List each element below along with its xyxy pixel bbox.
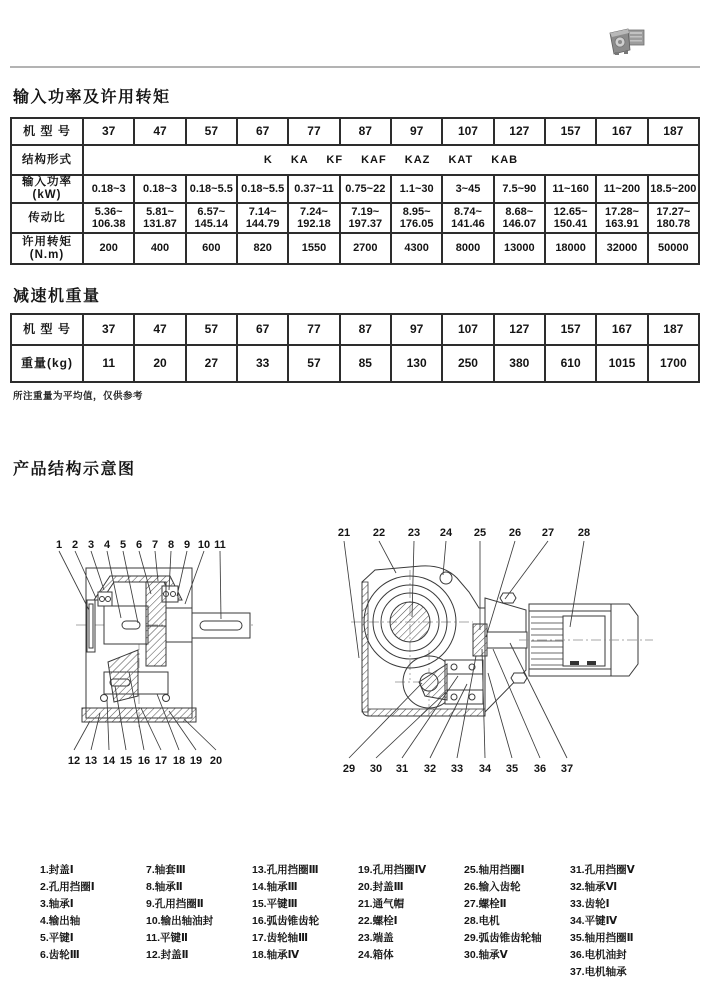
table-cell: 0.18~5.5 bbox=[186, 175, 237, 203]
table-cell: 7.24~ 192.18 bbox=[288, 203, 339, 233]
callout-number: 4 bbox=[103, 539, 111, 551]
table-cell: 18000 bbox=[545, 233, 596, 264]
table-cell: 8000 bbox=[442, 233, 493, 264]
table-cell: 17.27~ 180.78 bbox=[648, 203, 699, 233]
callout-number: 2 bbox=[71, 539, 79, 551]
table-cell: 130 bbox=[391, 345, 442, 382]
table-cell: 610 bbox=[545, 345, 596, 382]
gearbox-motor-side-view-diagram bbox=[333, 520, 665, 780]
part-item: 30.轴承Ⅴ bbox=[464, 949, 508, 961]
table-cell: 600 bbox=[186, 233, 237, 264]
table-cell: 7.5~90 bbox=[494, 175, 545, 203]
part-item: 18.轴承Ⅳ bbox=[252, 949, 300, 961]
row-label: 输入功率 (kW) bbox=[11, 175, 83, 203]
table-cell: 250 bbox=[442, 345, 493, 382]
part-item: 20.封盖Ⅲ bbox=[358, 881, 404, 893]
callout-number: 13 bbox=[84, 755, 98, 767]
table-cell: 20 bbox=[134, 345, 185, 382]
part-item: 27.螺栓Ⅱ bbox=[464, 898, 507, 910]
callout-number: 12 bbox=[67, 755, 81, 767]
table-cell: 5.36~ 106.38 bbox=[83, 203, 134, 233]
callout-number: 11 bbox=[214, 539, 226, 551]
callout-number: 26 bbox=[508, 527, 522, 539]
table-cell: 200 bbox=[83, 233, 134, 264]
table-cell: 33 bbox=[237, 345, 288, 382]
parts-column bbox=[464, 862, 570, 981]
table-cell: 57 bbox=[186, 118, 237, 145]
table-cell: 8.95~ 176.05 bbox=[391, 203, 442, 233]
table-cell: 0.18~5.5 bbox=[237, 175, 288, 203]
part-item: 17.齿轮轴Ⅲ bbox=[252, 932, 309, 944]
table-cell: 57 bbox=[288, 345, 339, 382]
table-cell: 87 bbox=[340, 118, 391, 145]
callout-number: 1 bbox=[55, 539, 63, 551]
table-cell: 187 bbox=[648, 314, 699, 345]
part-item: 4.输出轴 bbox=[40, 915, 81, 927]
weight-note: 所注重量为平均值，仅供参考 bbox=[13, 391, 144, 402]
part-item: 29.弧齿锥齿轮轴 bbox=[464, 932, 542, 944]
parts-column bbox=[40, 862, 146, 981]
table-cell: 1550 bbox=[288, 233, 339, 264]
part-item: 2.孔用挡圈Ⅰ bbox=[40, 881, 95, 893]
part-item: 12.封盖Ⅱ bbox=[146, 949, 189, 961]
table-cell: 107 bbox=[442, 118, 493, 145]
callout-number: 32 bbox=[423, 763, 437, 775]
row-label: 机 型 号 bbox=[11, 314, 83, 345]
callout-number: 10 bbox=[197, 539, 211, 551]
part-item: 34.平键Ⅳ bbox=[570, 915, 618, 927]
table-cell: 11 bbox=[83, 345, 134, 382]
table-cell: 17.28~ 163.91 bbox=[596, 203, 647, 233]
callout-number: 23 bbox=[407, 527, 421, 539]
row-label: 许用转矩 (N.m) bbox=[11, 233, 83, 264]
callout-number: 6 bbox=[135, 539, 143, 551]
table-cell: 1.1~30 bbox=[391, 175, 442, 203]
callout-number: 33 bbox=[450, 763, 464, 775]
row-label: 传动比 bbox=[11, 203, 83, 233]
table-cell: 1700 bbox=[648, 345, 699, 382]
callout-number: 28 bbox=[577, 527, 591, 539]
structure-title: 产品结构示意图 bbox=[13, 461, 136, 478]
callout-number: 17 bbox=[154, 755, 168, 767]
callout-number: 29 bbox=[342, 763, 356, 775]
callout-number: 22 bbox=[372, 527, 386, 539]
part-item: 36.电机油封 bbox=[570, 949, 627, 961]
power-torque-table bbox=[10, 117, 700, 265]
part-item: 37.电机轴承 bbox=[570, 966, 627, 978]
table-cell: 85 bbox=[340, 345, 391, 382]
table-cell: 97 bbox=[391, 314, 442, 345]
part-item: 3.轴承Ⅰ bbox=[40, 898, 74, 910]
table-cell: 11~200 bbox=[596, 175, 647, 203]
table-cell: 0.18~3 bbox=[134, 175, 185, 203]
part-item: 19.孔用挡圈Ⅳ bbox=[358, 864, 427, 876]
table-cell: 2700 bbox=[340, 233, 391, 264]
table-cell: 97 bbox=[391, 118, 442, 145]
callout-number: 30 bbox=[369, 763, 383, 775]
callout-number: 15 bbox=[119, 755, 133, 767]
table-cell: 400 bbox=[134, 233, 185, 264]
parts-list bbox=[40, 862, 700, 981]
part-item: 13.孔用挡圈Ⅲ bbox=[252, 864, 319, 876]
table-cell: 157 bbox=[545, 314, 596, 345]
callout-number: 36 bbox=[533, 763, 547, 775]
part-item: 16.弧齿锥齿轮 bbox=[252, 915, 320, 927]
part-item: 10.输出轴油封 bbox=[146, 915, 214, 927]
table-cell: 8.74~ 141.46 bbox=[442, 203, 493, 233]
table-row bbox=[11, 233, 699, 264]
row-label: 机 型 号 bbox=[11, 118, 83, 145]
callout-number: 34 bbox=[478, 763, 492, 775]
gearmotor-product-photo bbox=[606, 24, 650, 58]
table-cell: 37 bbox=[83, 118, 134, 145]
table-cell: 37 bbox=[83, 314, 134, 345]
part-item: 26.输入齿轮 bbox=[464, 881, 521, 893]
table-cell: 0.75~22 bbox=[340, 175, 391, 203]
table-cell: 187 bbox=[648, 118, 699, 145]
part-item: 33.齿轮Ⅰ bbox=[570, 898, 610, 910]
table-cell: 47 bbox=[134, 314, 185, 345]
callout-number: 7 bbox=[151, 539, 159, 551]
weight-title: 减速机重量 bbox=[13, 288, 101, 305]
callout-number: 5 bbox=[119, 539, 127, 551]
table-row bbox=[11, 145, 699, 175]
table-cell: 820 bbox=[237, 233, 288, 264]
table-cell: 1015 bbox=[596, 345, 647, 382]
left-diagram-top-callouts bbox=[56, 539, 226, 551]
table-cell: 67 bbox=[237, 314, 288, 345]
table-cell: 8.68~ 146.07 bbox=[494, 203, 545, 233]
part-item: 31.孔用挡圈Ⅴ bbox=[570, 864, 635, 876]
part-item: 14.轴承Ⅲ bbox=[252, 881, 298, 893]
part-item: 32.轴承Ⅵ bbox=[570, 881, 618, 893]
left-diagram-bottom-callouts bbox=[68, 755, 222, 767]
power-torque-title: 输入功率及许用转矩 bbox=[13, 89, 171, 106]
part-item: 23.端盖 bbox=[358, 932, 394, 944]
table-cell: 77 bbox=[288, 314, 339, 345]
side-view-drawing bbox=[351, 566, 653, 716]
table-cell: 0.18~3 bbox=[83, 175, 134, 203]
table-row bbox=[11, 314, 699, 345]
callout-number: 25 bbox=[473, 527, 487, 539]
callout-number: 35 bbox=[505, 763, 519, 775]
table-row bbox=[11, 203, 699, 233]
part-item: 15.平键Ⅲ bbox=[252, 898, 298, 910]
table-cell: 107 bbox=[442, 314, 493, 345]
part-item: 22.螺栓Ⅰ bbox=[358, 915, 398, 927]
table-cell: 127 bbox=[494, 314, 545, 345]
part-item: 8.轴承Ⅱ bbox=[146, 881, 183, 893]
table-row bbox=[11, 175, 699, 203]
table-cell: 4300 bbox=[391, 233, 442, 264]
callout-number: 9 bbox=[183, 539, 191, 551]
callout-number: 3 bbox=[87, 539, 95, 551]
callout-number: 14 bbox=[102, 755, 116, 767]
table-row bbox=[11, 345, 699, 382]
row-label: 结构形式 bbox=[11, 145, 83, 175]
table-cell: 67 bbox=[237, 118, 288, 145]
part-item: 21.通气帽 bbox=[358, 898, 405, 910]
table-cell: 50000 bbox=[648, 233, 699, 264]
table-cell: 167 bbox=[596, 314, 647, 345]
part-item: 1.封盖Ⅰ bbox=[40, 864, 74, 876]
callout-number: 16 bbox=[137, 755, 151, 767]
table-cell: 7.14~ 144.79 bbox=[237, 203, 288, 233]
table-cell: 13000 bbox=[494, 233, 545, 264]
part-item: 5.平键Ⅰ bbox=[40, 932, 74, 944]
table-cell: 127 bbox=[494, 118, 545, 145]
callout-number: 21 bbox=[337, 527, 351, 539]
table-cell: 5.81~ 131.87 bbox=[134, 203, 185, 233]
parts-column bbox=[146, 862, 252, 981]
gearbox-cross-section-diagram bbox=[48, 524, 268, 774]
part-item: 7.轴套Ⅲ bbox=[146, 864, 186, 876]
table-cell: 6.57~ 145.14 bbox=[186, 203, 237, 233]
table-cell: 77 bbox=[288, 118, 339, 145]
right-diagram-bottom-callouts bbox=[343, 763, 573, 775]
callout-number: 8 bbox=[167, 539, 175, 551]
callout-number: 24 bbox=[439, 527, 453, 539]
table-cell: 32000 bbox=[596, 233, 647, 264]
cross-section-drawing bbox=[76, 568, 256, 730]
part-item: 6.齿轮Ⅲ bbox=[40, 949, 80, 961]
table-cell: 3~45 bbox=[442, 175, 493, 203]
table-cell: 18.5~200 bbox=[648, 175, 699, 203]
table-cell: 57 bbox=[186, 314, 237, 345]
table-cell: 11~160 bbox=[545, 175, 596, 203]
callout-number: 27 bbox=[541, 527, 555, 539]
part-item: 24.箱体 bbox=[358, 949, 394, 961]
header-divider bbox=[10, 66, 700, 68]
table-cell: 12.65~ 150.41 bbox=[545, 203, 596, 233]
parts-column bbox=[570, 862, 690, 981]
part-item: 35.轴用挡圈Ⅱ bbox=[570, 932, 634, 944]
callout-number: 19 bbox=[189, 755, 203, 767]
right-diagram-top-callouts bbox=[338, 527, 590, 539]
table-cell: 87 bbox=[340, 314, 391, 345]
table-cell: 7.19~ 197.37 bbox=[340, 203, 391, 233]
structure-forms-cell: K KA KF KAF KAZ KAT KAB bbox=[83, 145, 699, 175]
table-cell: 380 bbox=[494, 345, 545, 382]
table-cell: 167 bbox=[596, 118, 647, 145]
table-cell: 27 bbox=[186, 345, 237, 382]
callout-number: 37 bbox=[560, 763, 574, 775]
part-item: 9.孔用挡圈Ⅱ bbox=[146, 898, 204, 910]
part-item: 25.轴用挡圈Ⅰ bbox=[464, 864, 525, 876]
table-cell: 47 bbox=[134, 118, 185, 145]
part-item: 28.电机 bbox=[464, 915, 500, 927]
table-cell: 0.37~11 bbox=[288, 175, 339, 203]
weight-table bbox=[10, 313, 700, 383]
table-row bbox=[11, 118, 699, 145]
table-cell: 157 bbox=[545, 118, 596, 145]
parts-column bbox=[252, 862, 358, 981]
row-label: 重量(kg) bbox=[11, 345, 83, 382]
parts-column bbox=[358, 862, 464, 981]
part-item: 11.平键Ⅱ bbox=[146, 932, 188, 944]
callout-number: 18 bbox=[172, 755, 186, 767]
callout-number: 31 bbox=[395, 763, 409, 775]
callout-number: 20 bbox=[209, 755, 223, 767]
